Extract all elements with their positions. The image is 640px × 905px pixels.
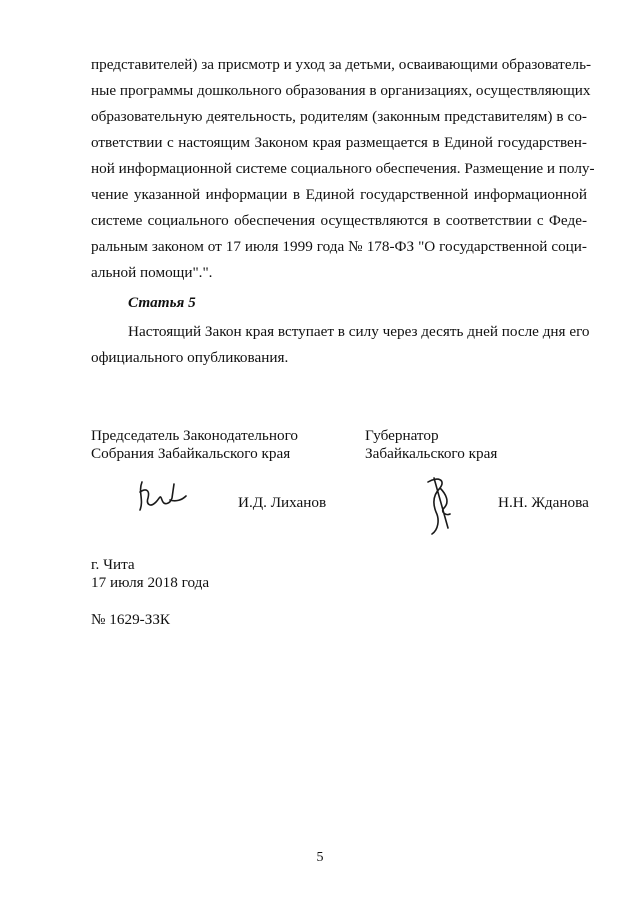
signing-date: 17 июля 2018 года: [91, 574, 210, 591]
body-line: ные программы дошкольного образования в организациях, осуществляющих: [91, 82, 591, 99]
body-line: ответствии с настоящим Законом края размещается в Единой государствен-: [91, 134, 587, 151]
city: г. Чита: [91, 556, 135, 573]
right-signatory-title: Забайкальского края: [365, 445, 498, 462]
left-signatory-title: Собрания Забайкальского края: [91, 445, 291, 462]
article-line: официального опубликования.: [91, 349, 289, 366]
left-signatory-name: И.Д. Лиханов: [238, 494, 327, 511]
body-line: системе социального обеспечения осуществляются в соответствии с Феде-: [91, 212, 587, 229]
body-line: альной помощи".".: [91, 264, 213, 281]
right-signature-image: [420, 472, 460, 540]
body-line: образовательную деятельность, родителям (законным представителям) в со-: [91, 108, 587, 125]
body-line: чение указанной информации в Единой государственной информационной: [91, 186, 587, 203]
left-signature-image: [132, 478, 190, 520]
article-heading: Статья 5: [128, 294, 196, 311]
law-number: № 1629-ЗЗК: [91, 611, 171, 628]
body-line: ной информационной системе социального обеспечения. Размещение и полу-: [91, 160, 595, 177]
right-signatory-name: Н.Н. Жданова: [498, 494, 589, 511]
body-line: ральным законом от 17 июля 1999 года № 178-ФЗ "О государственной соци-: [91, 238, 587, 255]
left-signatory-title: Председатель Законодательного: [91, 427, 299, 444]
body-line: представителей) за присмотр и уход за детьми, осваивающими образователь-: [91, 56, 592, 73]
right-signatory-title: Губернатор: [365, 427, 439, 444]
page-number: 5: [316, 850, 324, 865]
article-line: Настоящий Закон края вступает в силу через десять дней после дня его: [128, 323, 590, 340]
